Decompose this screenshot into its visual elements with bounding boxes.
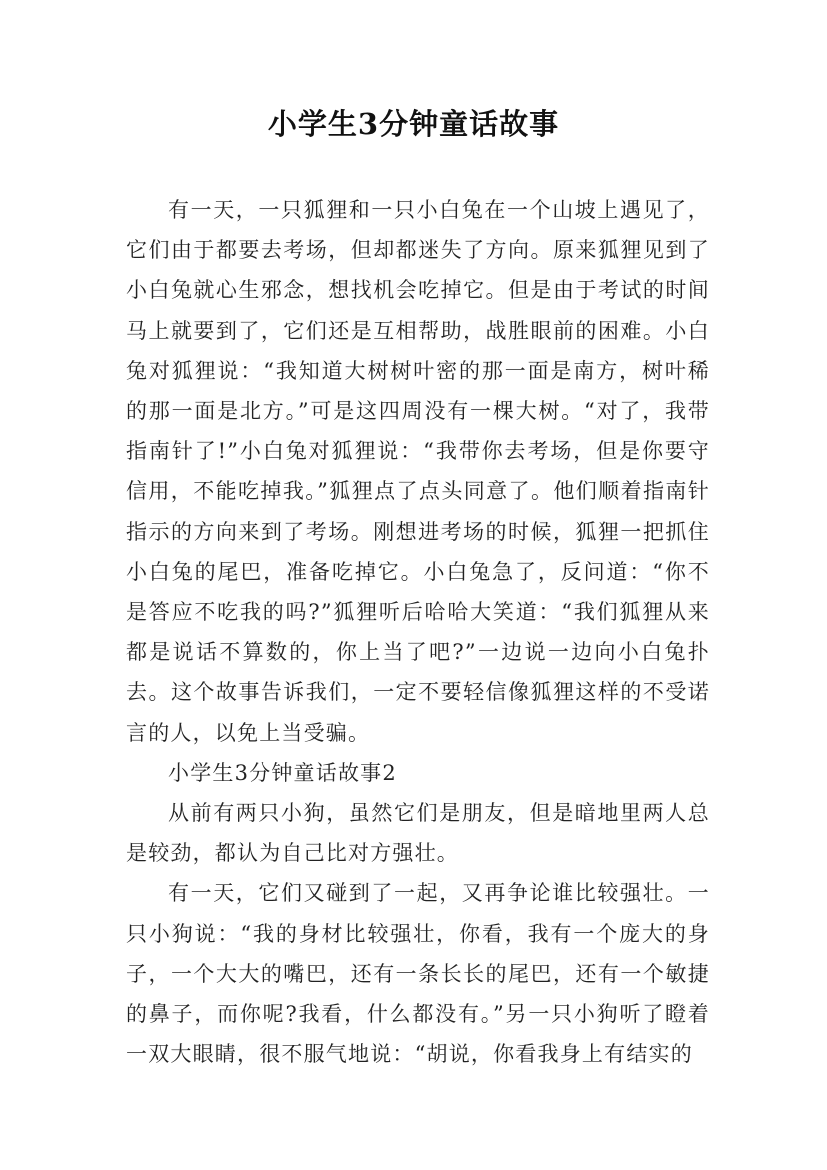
document-body bbox=[126, 190, 710, 1074]
paragraph: 有一天，一只狐狸和一只小白兔在一个山坡上遇见了，它们由于都要去考场，但却都迷失了方向。原来狐狸见到了小白兔就心生邪念，想找机会吃掉它。但是由于考试的时间马上就要到了，它们还是互相帮助，战胜眼前的困难。小白兔对狐狸说：“我知道大树树叶密的那一面是南方，树叶稀的那一面是北方。”可是这四周没有一棵大树。“对了，我带指南针了!”小白兔对狐狸说：“我带你去考场，但是你要守信用，不能吃掉我。”狐狸点了点头同意了。他们顺着指南针指示的方向来到了考场。刚想进考场的时候，狐狸一把抓住小白兔的尾巴，准备吃掉它。小白兔急了，反问道：“你不是答应不吃我的吗?”狐狸听后哈哈大笑道：“我们狐狸从来都是说话不算数的，你上当了吧?”一边说一边向小白兔扑去。这个故事告诉我们，一定不要轻信像狐狸这样的不受诺言的人，以免上当受骗。 bbox=[126, 198, 710, 745]
page-title: 小学生3分钟童话故事 bbox=[267, 107, 560, 141]
paragraph: 从前有两只小狗，虽然它们是朋友，但是暗地里两人总是较劲，都认为自己比对方强壮。 bbox=[126, 801, 710, 866]
section-heading: 小学生3分钟童话故事2 bbox=[168, 760, 397, 785]
paragraph: 有一天，它们又碰到了一起，又再争论谁比较强壮。一只小狗说：“我的身材比较强壮，你看，我有一个庞大的身子，一个大大的嘴巴，还有一条长长的尾巴，还有一个敏捷的鼻子，而你呢?我看，什么都没有。”另一只小狗听了瞪着一双大眼睛，很不服气地说：“胡说，你看我身上有结实的 bbox=[126, 881, 710, 1067]
